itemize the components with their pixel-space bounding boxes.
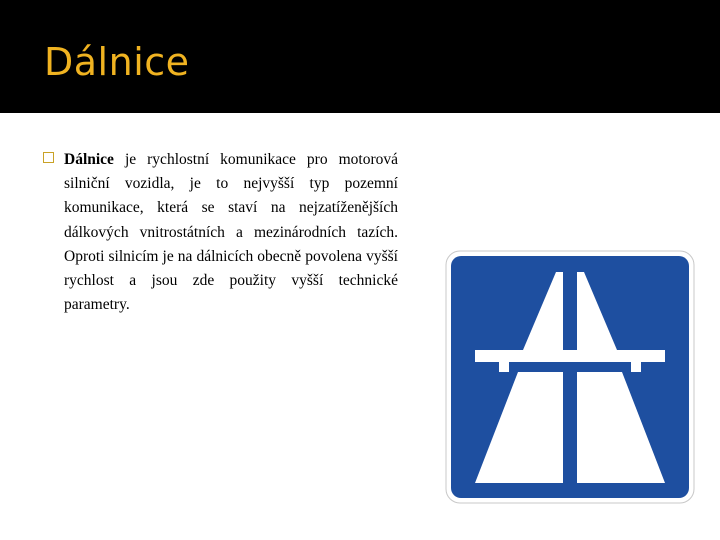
- bullet-term: Dálnice: [64, 151, 114, 168]
- bullet-square-icon: [43, 152, 54, 163]
- title-bar: [0, 0, 720, 113]
- bridge-support-left: [499, 362, 509, 372]
- slide-title: Dálnice: [44, 40, 190, 84]
- bullet-text: je rychlostní komunikace pro motorová silniční vozidla, je to nejvyšší typ pozemní komunikace, která se staví na nejzatíženějších dálkových vnitrostátních a mezinárodních tazích. Oproti silnicím je na dálnicích obecně povolena vyšší rychlost a jsou zde použity vyšší technické parametry.: [64, 151, 398, 314]
- bullet-paragraph: [64, 148, 398, 317]
- bridge-support-right: [631, 362, 641, 372]
- motorway-sign-icon: [445, 250, 695, 504]
- bridge-deck: [475, 350, 665, 362]
